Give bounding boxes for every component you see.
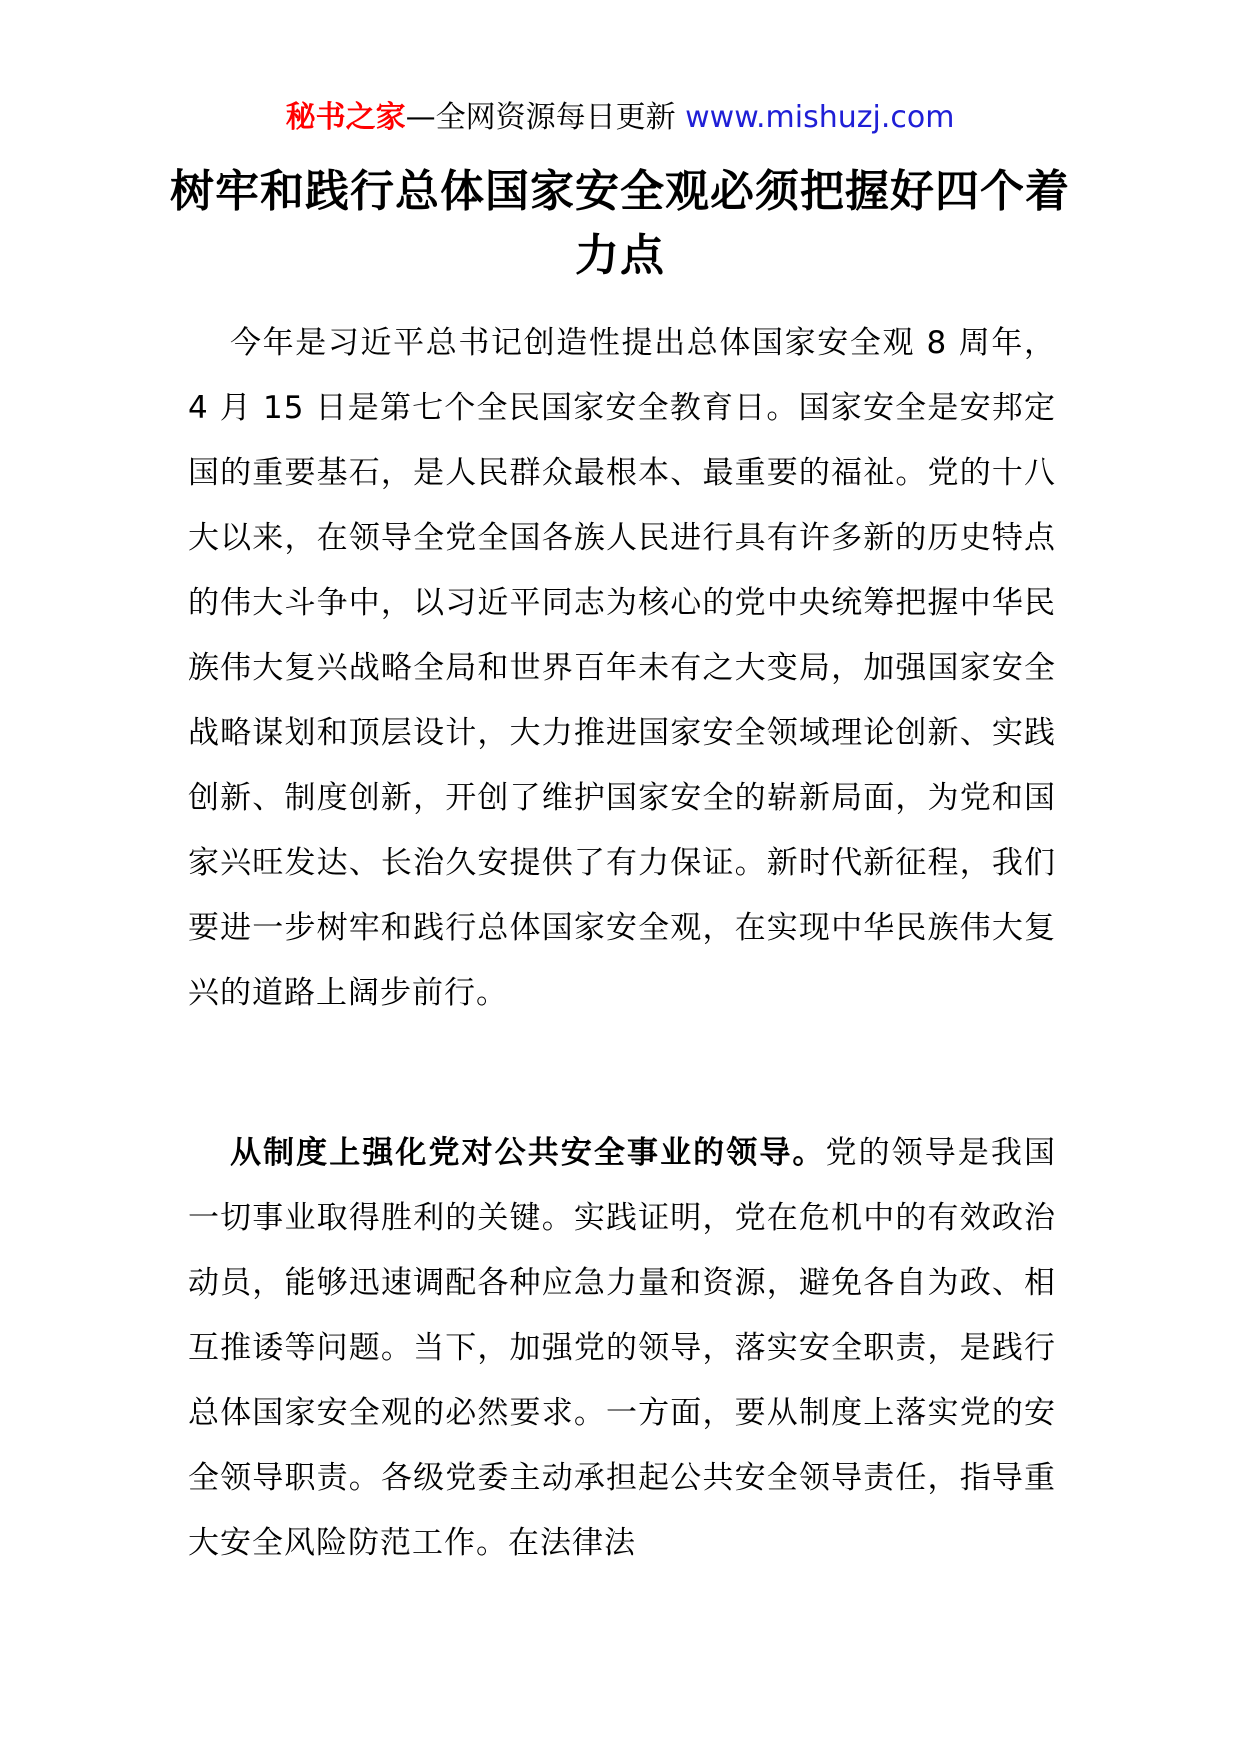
paragraph-lead: 从制度上强化党对公共安全事业的领导。 (230, 1135, 826, 1171)
paragraph-text: 党的领导是我国一切事业取得胜利的关键。实践证明，党在危机中的有效政治动员，能够迅速调配各种应急力量和资源，避免各自为政、相互推诿等问题。当下，加强党的领导，落实安全职责，是践行总体国家安全观的必然要求。一方面，要从制度上落实党的安全领导职责。各级党委主动承担起公共安全领导责任，指导重大安全风险防范工作。在法律法 (188, 1135, 1056, 1561)
document-title: 树牢和践行总体国家安全观必须把握好四个着力点 (170, 166, 1070, 281)
paragraph-intro (188, 311, 1056, 1026)
site-brand: 秘书之家 (285, 100, 406, 135)
paragraph-text: 今年是习近平总书记创造性提出总体国家安全观 8 周年，4 月 15 日是第七个全民国家安全教育日。国家安全是安邦定国的重要基石，是人民群众最根本、最重要的福祉。党的十八大以来，在领导全党全国各族人民进行具有许多新的历史特点的伟大斗争中，以习近平同志为核心的党中央统筹把握中华民族伟大复兴战略全局和世界百年未有之大变局，加强国家安全战略谋划和顶层设计，大力推进国家安全领域理论创新、实践创新、制度创新，开创了维护国家安全的崭新局面，为党和国家兴旺发达、长治久安提供了有力保证。新时代新征程，我们要进一步树牢和践行总体国家安全观，在实现中华民族伟大复兴的道路上阔步前行。 (188, 325, 1056, 1011)
paragraph-section-1 (188, 1121, 1056, 1576)
site-tagline: —全网资源每日更新 (405, 100, 686, 135)
site-header (0, 98, 1240, 138)
site-url-link[interactable]: www.mishuzj.com (685, 100, 955, 135)
